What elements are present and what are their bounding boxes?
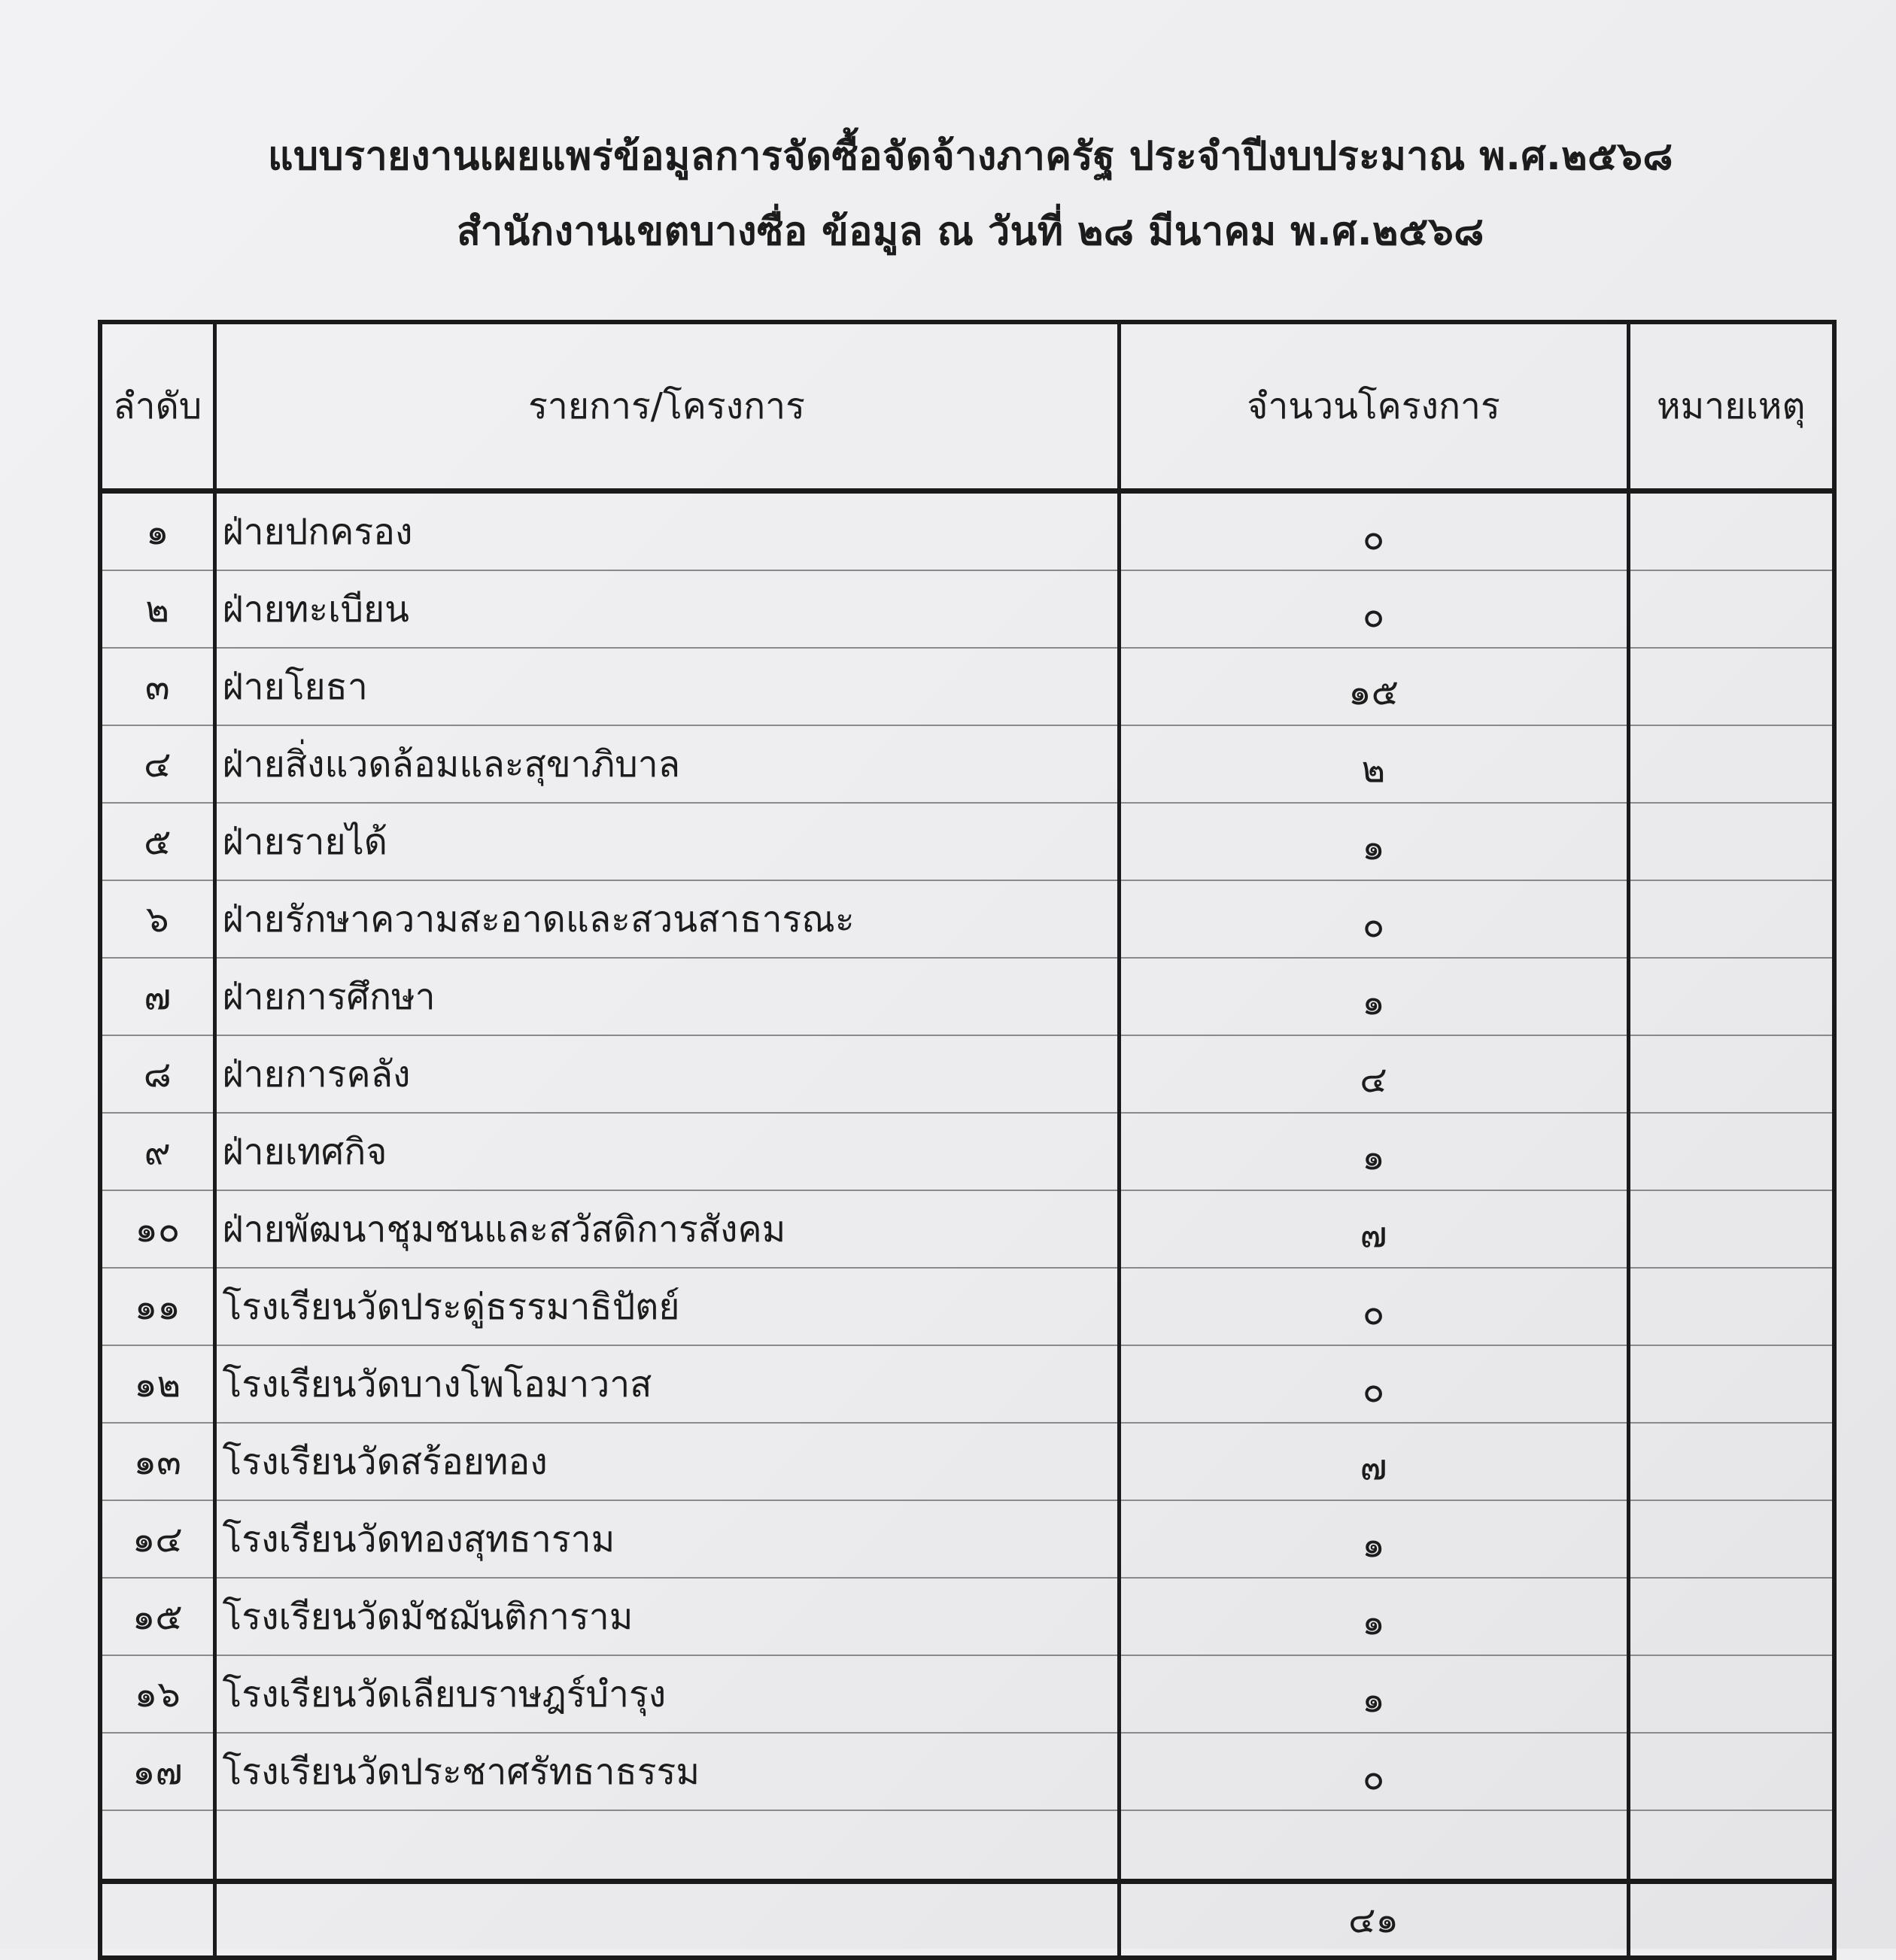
row-order-cell: ๑๗ [100,1733,214,1810]
row-order-cell: ๑๒ [100,1345,214,1423]
row-order-cell: ๑๓ [100,1423,214,1500]
row-item-cell: โรงเรียนวัดมัชฌันติการาม [214,1578,1119,1655]
row-note-cell [1628,1655,1834,1733]
row-item-cell: โรงเรียนวัดประดู่ธรรมาธิปัตย์ [214,1268,1119,1345]
row-note-cell [1628,1733,1834,1810]
row-note-cell [1628,1500,1834,1578]
table-row [100,803,1834,880]
row-note-cell [1628,570,1834,648]
row-order-cell: ๑๖ [100,1655,214,1733]
total-note-cell [1628,1882,1834,1958]
table-row [100,1113,1834,1190]
row-note-cell [1628,803,1834,880]
row-item-cell: ฝ่ายการคลัง [214,1035,1119,1113]
row-count-cell: ๐ [1119,491,1628,571]
table-row [100,570,1834,648]
report-subtitle: สำนักงานเขตบางซื่อ ข้อมูล ณ วันที่ ๒๘ มีนาคม พ.ศ.๒๕๖๘ [457,209,1484,254]
row-count-cell: ๑ [1119,1578,1628,1655]
table-row [100,1035,1834,1113]
table-row [100,1655,1834,1733]
row-item-cell: ฝ่ายโยธา [214,648,1119,725]
row-count-cell: ๑ [1119,1500,1628,1578]
row-note-cell [1628,958,1834,1035]
row-note-cell [1628,1190,1834,1268]
col-header-note: หมายเหตุ [1628,322,1834,491]
table-row-blank [100,1810,1834,1882]
table-row [100,1578,1834,1655]
row-note-cell [1628,1578,1834,1655]
row-item-cell: ฝ่ายรักษาความสะอาดและสวนสาธารณะ [214,880,1119,958]
row-count-cell: ๑ [1119,958,1628,1035]
table-row [100,958,1834,1035]
row-note-cell [1628,648,1834,725]
blank-cell [214,1810,1119,1882]
blank-cell [1119,1810,1628,1882]
procurement-table [98,320,1837,1960]
row-item-cell: โรงเรียนวัดบางโพโอมาวาส [214,1345,1119,1423]
table-row [100,1733,1834,1810]
row-order-cell: ๑๐ [100,1190,214,1268]
row-order-cell: ๔ [100,725,214,803]
row-item-cell: โรงเรียนวัดสร้อยทอง [214,1423,1119,1500]
row-count-cell: ๐ [1119,1345,1628,1423]
table-row [100,725,1834,803]
row-count-cell: ๐ [1119,570,1628,648]
col-header-order: ลำดับ [100,322,214,491]
table-row [100,1268,1834,1345]
row-count-cell: ๔ [1119,1035,1628,1113]
row-count-cell: ๑ [1119,1113,1628,1190]
row-order-cell: ๖ [100,880,214,958]
table-row [100,1423,1834,1500]
total-item-cell [214,1882,1119,1958]
row-order-cell: ๘ [100,1035,214,1113]
row-note-cell [1628,1423,1834,1500]
total-order-cell [100,1882,214,1958]
table-body [100,491,1834,1882]
col-header-count: จำนวนโครงการ [1119,322,1628,491]
row-count-cell: ๒ [1119,725,1628,803]
table-row [100,1500,1834,1578]
table-row [100,1345,1834,1423]
row-count-cell: ๐ [1119,1268,1628,1345]
row-note-cell [1628,1345,1834,1423]
table-row [100,491,1834,571]
table-row [100,1190,1834,1268]
row-note-cell [1628,1268,1834,1345]
row-count-cell: ๑๕ [1119,648,1628,725]
row-order-cell: ๗ [100,958,214,1035]
row-order-cell: ๓ [100,648,214,725]
table-row [100,880,1834,958]
row-item-cell: ฝ่ายเทศกิจ [214,1113,1119,1190]
row-count-cell: ๑ [1119,803,1628,880]
row-note-cell [1628,1113,1834,1190]
row-note-cell [1628,1035,1834,1113]
row-count-cell: ๗ [1119,1190,1628,1268]
blank-cell [1628,1810,1834,1882]
row-item-cell: โรงเรียนวัดประชาศรัทธาธรรม [214,1733,1119,1810]
row-note-cell [1628,491,1834,571]
row-item-cell: ฝ่ายปกครอง [214,491,1119,571]
row-item-cell: โรงเรียนวัดทองสุทธาราม [214,1500,1119,1578]
row-order-cell: ๑ [100,491,214,571]
row-count-cell: ๐ [1119,880,1628,958]
table-total-row [100,1882,1834,1958]
row-count-cell: ๐ [1119,1733,1628,1810]
row-order-cell: ๑๔ [100,1500,214,1578]
row-count-cell: ๗ [1119,1423,1628,1500]
row-order-cell: ๑๑ [100,1268,214,1345]
row-order-cell: ๑๕ [100,1578,214,1655]
blank-cell [100,1810,214,1882]
row-item-cell: ฝ่ายรายได้ [214,803,1119,880]
total-count-cell: ๔๑ [1119,1882,1628,1958]
row-item-cell: ฝ่ายพัฒนาชุมชนและสวัสดิการสังคม [214,1190,1119,1268]
row-note-cell [1628,725,1834,803]
row-order-cell: ๒ [100,570,214,648]
table-header-row [100,322,1834,491]
row-item-cell: โรงเรียนวัดเลียบราษฎร์บำรุง [214,1655,1119,1733]
row-note-cell [1628,880,1834,958]
row-count-cell: ๑ [1119,1655,1628,1733]
col-header-item: รายการ/โครงการ [214,322,1119,491]
report-title: แบบรายงานเผยแพร่ข้อมูลการจัดซื้อจัดจ้างภาครัฐ ประจำปีงบประมาณ พ.ศ.๒๕๖๘ [268,134,1673,179]
row-item-cell: ฝ่ายทะเบียน [214,570,1119,648]
row-order-cell: ๙ [100,1113,214,1190]
row-item-cell: ฝ่ายสิ่งแวดล้อมและสุขาภิบาล [214,725,1119,803]
table-row [100,648,1834,725]
row-order-cell: ๕ [100,803,214,880]
row-item-cell: ฝ่ายการศึกษา [214,958,1119,1035]
